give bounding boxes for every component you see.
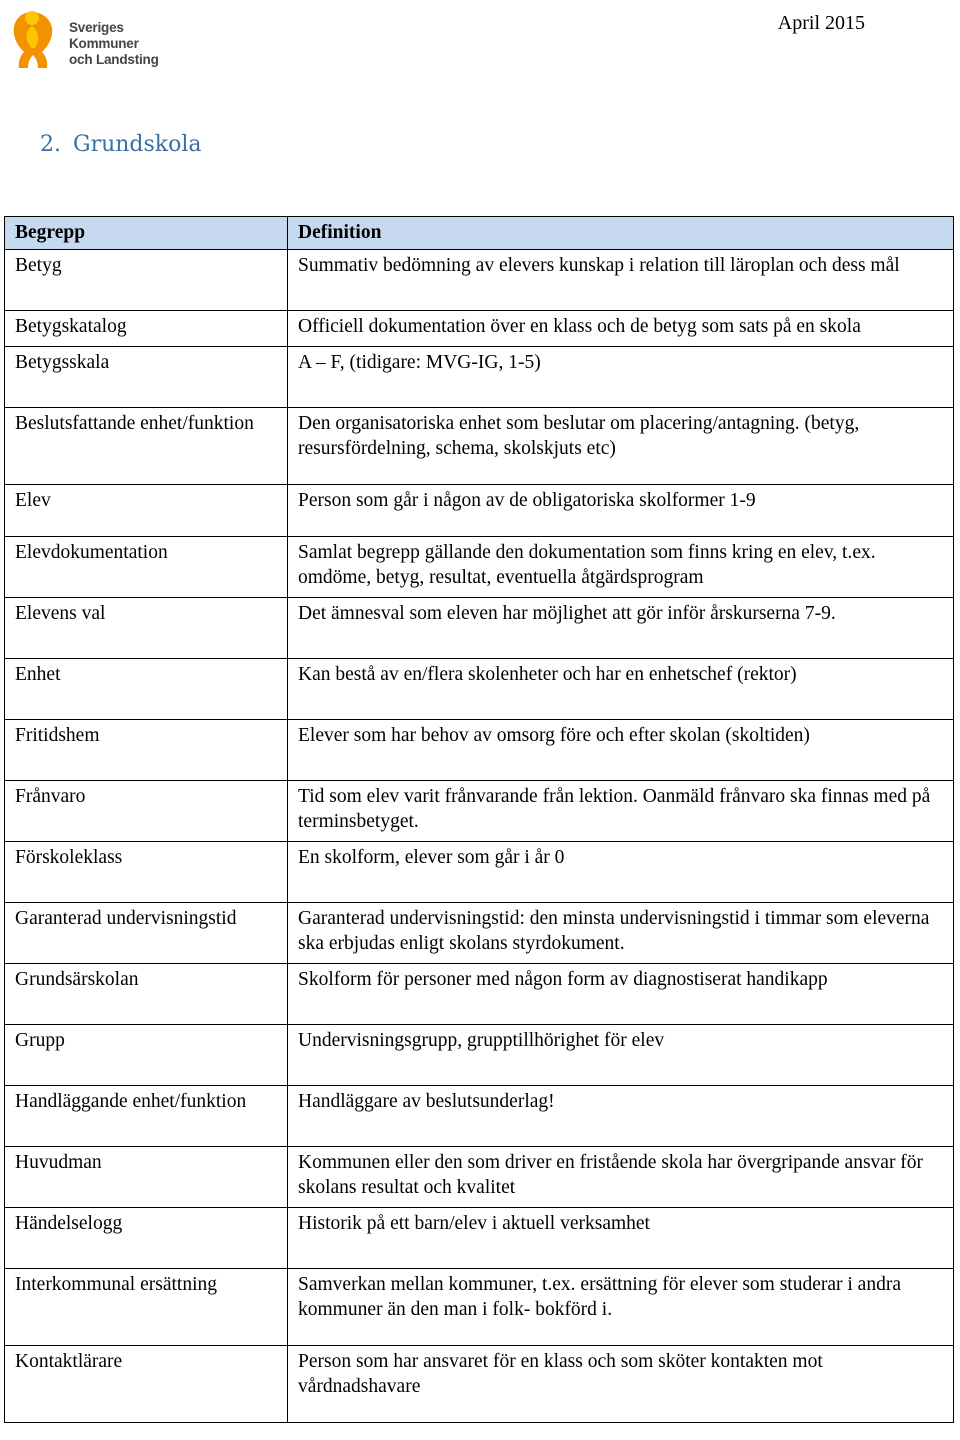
term-cell: Elevens val (5, 598, 288, 659)
definition-cell: Kommunen eller den som driver en fristående skola har övergripande ansvar för skolans resultat och kvalitet (288, 1147, 954, 1208)
term-cell: Kontaktlärare (5, 1346, 288, 1423)
definition-cell: Elever som har behov av omsorg före och efter skolan (skoltiden) (288, 720, 954, 781)
term-cell: Garanterad undervisningstid (5, 903, 288, 964)
table-row (5, 1346, 954, 1423)
column-header-term: Begrepp (5, 217, 288, 250)
section-title: Grundskola (73, 132, 202, 157)
logo-line: och Landsting (69, 52, 159, 67)
term-cell: Handläggande enhet/funktion (5, 1086, 288, 1147)
table-row (5, 311, 954, 347)
table-row (5, 250, 954, 311)
definition-cell: Garanterad undervisningstid: den minsta undervisningstid i timmar som eleverna ska erbjudas enligt skolans styrdokument. (288, 903, 954, 964)
definition-cell: Tid som elev varit frånvarande från lektion. Oanmäld frånvaro ska finnas med på terminsbetyget. (288, 781, 954, 842)
definition-cell: Summativ bedömning av elevers kunskap i relation till läroplan och dess mål (288, 250, 954, 311)
table-row (5, 781, 954, 842)
definitions-table (4, 216, 954, 1423)
table-row (5, 659, 954, 720)
skl-logo-icon (6, 6, 58, 70)
logo-line: Sveriges (69, 20, 124, 35)
term-cell: Enhet (5, 659, 288, 720)
table-row (5, 537, 954, 598)
definition-cell: Samlat begrepp gällande den dokumentation som finns kring en elev, t.ex. omdöme, betyg, resultat, eventuella åtgärdsprogram (288, 537, 954, 598)
definition-cell: Person som har ansvaret för en klass och som sköter kontakten mot vårdnadshavare (288, 1346, 954, 1423)
table-row (5, 408, 954, 485)
definition-cell: Skolform för personer med någon form av diagnostiserat handikapp (288, 964, 954, 1025)
section-heading (40, 132, 202, 157)
definition-cell: Officiell dokumentation över en klass och de betyg som sats på en skola (288, 311, 954, 347)
table-header-row (5, 217, 954, 250)
definition-cell: Den organisatoriska enhet som beslutar om placering/antagning. (betyg, resursfördelning, schema, skolskjuts etc) (288, 408, 954, 485)
table-row (5, 964, 954, 1025)
term-cell: Elev (5, 485, 288, 537)
table-row (5, 903, 954, 964)
term-cell: Betygskatalog (5, 311, 288, 347)
definition-cell: Det ämnesval som eleven har möjlighet att gör inför årskurserna 7-9. (288, 598, 954, 659)
table-row (5, 1025, 954, 1086)
term-cell: Beslutsfattande enhet/funktion (5, 408, 288, 485)
term-cell: Händelselogg (5, 1208, 288, 1269)
definition-cell: Handläggare av beslutsunderlag! (288, 1086, 954, 1147)
term-cell: Betygsskala (5, 347, 288, 408)
skl-logo (6, 6, 176, 70)
column-header-definition: Definition (288, 217, 954, 250)
table-row (5, 1269, 954, 1346)
definition-cell: A – F, (tidigare: MVG-IG, 1-5) (288, 347, 954, 408)
term-cell: Betyg (5, 250, 288, 311)
table-row (5, 842, 954, 903)
table-row (5, 720, 954, 781)
table-row (5, 598, 954, 659)
table-row (5, 1208, 954, 1269)
definition-cell: Undervisningsgrupp, grupptillhörighet för elev (288, 1025, 954, 1086)
table-row (5, 1147, 954, 1208)
term-cell: Interkommunal ersättning (5, 1269, 288, 1346)
definition-cell: Kan bestå av en/flera skolenheter och har en enhetschef (rektor) (288, 659, 954, 720)
table-row (5, 347, 954, 408)
definition-cell: Historik på ett barn/elev i aktuell verksamhet (288, 1208, 954, 1269)
term-cell: Fritidshem (5, 720, 288, 781)
section-number: 2. (40, 132, 61, 157)
definition-cell: Samverkan mellan kommuner, t.ex. ersättning för elever som studerar i andra kommuner än den man i folk- bokförd i. (288, 1269, 954, 1346)
term-cell: Huvudman (5, 1147, 288, 1208)
table-row (5, 485, 954, 537)
table-row (5, 1086, 954, 1147)
term-cell: Grundsärskolan (5, 964, 288, 1025)
term-cell: Elevdokumentation (5, 537, 288, 598)
logo-wordmark (69, 20, 159, 68)
definition-cell: En skolform, elever som går i år 0 (288, 842, 954, 903)
logo-line: Kommuner (69, 36, 139, 51)
term-cell: Förskoleklass (5, 842, 288, 903)
header-date: April 2015 (777, 12, 865, 34)
definition-cell: Person som går i någon av de obligatoriska skolformer 1-9 (288, 485, 954, 537)
term-cell: Grupp (5, 1025, 288, 1086)
term-cell: Frånvaro (5, 781, 288, 842)
